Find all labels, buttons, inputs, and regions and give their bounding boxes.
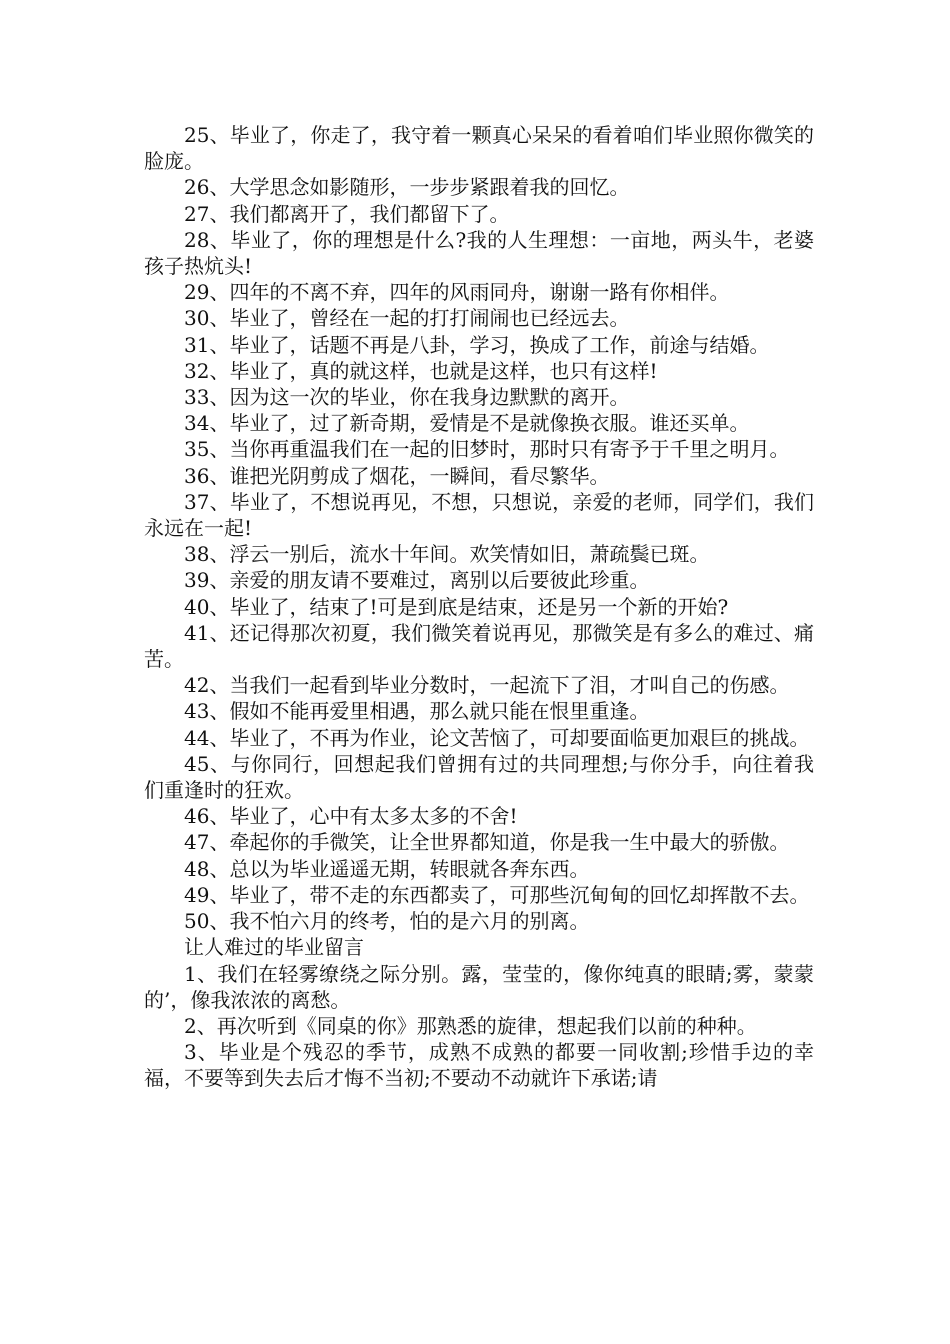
paragraph: 50、我不怕六月的终考，怕的是六月的别离。 — [184, 909, 590, 934]
paragraph: 32、毕业了，真的就这样，也就是这样，也只有这样! — [184, 358, 658, 383]
paragraph: 28、毕业了，你的理想是什么?我的人生理想：一亩地，两头牛，老婆孩子热炕头! — [144, 227, 814, 279]
document-body — [144, 122, 814, 1092]
paragraph: 45、与你同行，回想起我们曾拥有过的共同理想;与你分手，向往着我们重逢时的狂欢。 — [144, 751, 814, 803]
paragraph: 49、毕业了，带不走的东西都卖了，可那些沉甸甸的回忆却挥散不去。 — [184, 882, 810, 907]
paragraph: 34、毕业了，过了新奇期，爱情是不是就像换衣服。谁还买单。 — [184, 411, 750, 436]
paragraph: 37、毕业了，不想说再见，不想，只想说，亲爱的老师，同学们，我们永远在一起! — [144, 489, 814, 541]
paragraph: 42、当我们一起看到毕业分数时，一起流下了泪，才叫自己的伤感。 — [184, 673, 790, 698]
paragraph: 44、毕业了，不再为作业，论文苦恼了，可却要面临更加艰巨的挑战。 — [184, 725, 810, 750]
paragraph: 31、毕业了，话题不再是八卦，学习，换成了工作，前途与结婚。 — [184, 332, 770, 357]
paragraph: 43、假如不能再爱里相遇，那么就只能在恨里重逢。 — [184, 699, 650, 724]
paragraph: 48、总以为毕业遥遥无期，转眼就各奔东西。 — [184, 856, 590, 881]
paragraph: 29、四年的不离不弃，四年的风雨同舟，谢谢一路有你相伴。 — [184, 280, 730, 305]
paragraph: 38、浮云一别后，流水十年间。欢笑情如旧，萧疏鬓已斑。 — [184, 542, 710, 567]
paragraph: 40、毕业了，结束了!可是到底是结束，还是另一个新的开始? — [184, 594, 729, 619]
paragraph: 47、牵起你的手微笑，让全世界都知道，你是我一生中最大的骄傲。 — [184, 830, 790, 855]
paragraph: 26、大学思念如影随形，一步步紧跟着我的回忆。 — [184, 175, 630, 200]
paragraph: 35、当你再重温我们在一起的旧梦时，那时只有寄予于千里之明月。 — [184, 437, 790, 462]
paragraph: 25、毕业了，你走了，我守着一颗真心呆呆的看着咱们毕业照你微笑的脸庞。 — [144, 123, 814, 174]
paragraph: 3、毕业是个残忍的季节，成熟不成熟的都要一同收割;珍惜手边的幸福，不要等到失去后才悔不当初;不要动不动就许下承诺;请 — [144, 1040, 814, 1091]
section-heading: 让人难过的毕业留言 — [184, 935, 364, 960]
paragraph: 30、毕业了，曾经在一起的打打闹闹也已经远去。 — [184, 306, 630, 331]
paragraph: 36、谁把光阴剪成了烟花，一瞬间，看尽繁华。 — [184, 463, 610, 488]
paragraph: 39、亲爱的朋友请不要难过，离别以后要彼此珍重。 — [184, 568, 650, 593]
paragraph: 33、因为这一次的毕业，你在我身边默默的离开。 — [184, 385, 630, 410]
paragraph: 1、我们在轻雾缭绕之际分别。露，莹莹的，像你纯真的眼睛;雾，蒙蒙的’，像我浓浓的离愁。 — [144, 961, 814, 1012]
paragraph: 41、还记得那次初夏，我们微笑着说再见，那微笑是有多么的难过、痛苦。 — [144, 620, 814, 672]
paragraph: 2、再次听到《同桌的你》那熟悉的旋律，想起我们以前的种种。 — [184, 1013, 757, 1038]
paragraph: 27、我们都离开了，我们都留下了。 — [184, 201, 510, 226]
paragraph: 46、毕业了，心中有太多太多的不舍! — [184, 804, 518, 829]
